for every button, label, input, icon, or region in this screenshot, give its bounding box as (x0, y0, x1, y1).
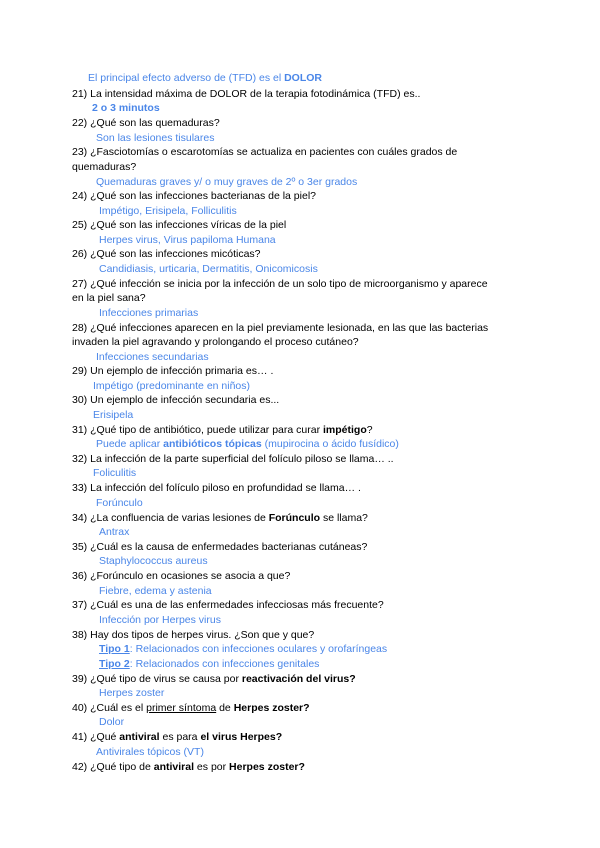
answer-39: Herpes zoster (99, 687, 165, 699)
q33-num: 33) (72, 482, 88, 494)
type2-text: : Relacionados con infecciones genitales (129, 658, 320, 670)
q28-text: ¿Qué infecciones aparecen en la piel previamente lesionada, en las que las bacterias (90, 322, 489, 334)
question-26 (72, 248, 261, 261)
q41-text: ¿Qué (90, 731, 120, 743)
q22-num: 22) (72, 117, 88, 129)
q40-num: 40) (72, 702, 88, 714)
question-36 (72, 570, 290, 583)
intro-line (88, 72, 322, 85)
q31-post: ? (366, 424, 373, 436)
answer-38-type1 (99, 643, 387, 656)
q29-num: 29) (72, 365, 88, 377)
q37-text: ¿Cuál es una de las enfermedades infecciosas más frecuente? (90, 599, 384, 611)
answer-23: Quemaduras graves y/ o muy graves de 2º o 3er grados (96, 176, 358, 188)
q23-num: 23) (72, 146, 88, 158)
q28-num: 28) (72, 322, 88, 334)
intro-strong: DOLOR (284, 72, 323, 84)
answer-38-type2 (99, 658, 319, 671)
q30-text: Un ejemplo de infección secundaria es... (90, 394, 280, 406)
q39-bold: reactivación del virus? (241, 673, 356, 685)
q21-text: La intensidad máxima de DOLOR de la terapia fotodinámica (TFD) es.. (90, 88, 421, 100)
answer-24: Impétigo, Erisipela, Folliculitis (99, 205, 237, 217)
q26-text: ¿Qué son las infecciones micóticas? (90, 248, 261, 260)
q35-num: 35) (72, 541, 88, 553)
q38-num: 38) (72, 629, 88, 641)
q41-mid: es para (159, 731, 201, 743)
q27-num: 27) (72, 278, 88, 290)
question-38 (72, 629, 314, 642)
question-27-cont: en la piel sana? (72, 292, 146, 304)
q42-bold2: Herpes zoster? (229, 761, 305, 773)
q41-bold2: el virus Herpes? (200, 731, 283, 743)
q39-num: 39) (72, 673, 88, 685)
q33-text: La infección del folículo piloso en profundidad se llama… . (90, 482, 361, 494)
q35-text: ¿Cuál es la causa de enfermedades bacterianas cutáneas? (90, 541, 368, 553)
question-29 (72, 365, 273, 378)
q40-underline: primer síntoma (146, 702, 217, 714)
question-28 (72, 322, 488, 335)
q36-text: ¿Forúnculo en ocasiones se asocia a que? (90, 570, 291, 582)
a31-post: (mupirocina o ácido fusídico) (261, 438, 399, 450)
q42-mid: es por (194, 761, 230, 773)
question-27 (72, 278, 488, 291)
a31-pre: Puede aplicar (96, 438, 164, 450)
question-22 (72, 117, 220, 130)
question-34 (72, 512, 368, 525)
q34-bold: Forúnculo (268, 512, 321, 524)
q39-text: ¿Qué tipo de virus se causa por (90, 673, 242, 685)
question-39 (72, 673, 356, 686)
question-35 (72, 541, 367, 554)
answer-41: Antivirales tópicos (VT) (96, 746, 204, 758)
answer-26: Candidiasis, urticaria, Dermatitis, Onicomicosis (99, 263, 318, 275)
answer-25: Herpes virus, Virus papiloma Humana (99, 234, 276, 246)
answer-36: Fiebre, edema y astenia (99, 585, 212, 597)
question-28-cont: invaden la piel agravando y prolongando el proceso cutáneo? (72, 336, 359, 348)
question-32 (72, 453, 394, 466)
q40-text: ¿Cuál es el (90, 702, 147, 714)
q34-post: se llama? (320, 512, 368, 524)
question-41 (72, 731, 282, 744)
answer-34: Antrax (99, 526, 130, 538)
q36-num: 36) (72, 570, 88, 582)
question-21 (72, 88, 420, 101)
type1-text: : Relacionados con infecciones oculares y orofaríngeas (129, 643, 388, 655)
q25-num: 25) (72, 219, 88, 231)
q31-text: ¿Qué tipo de antibiótico, puede utilizar para curar (90, 424, 323, 436)
answer-35: Staphylococcus aureus (99, 555, 208, 567)
q41-bold: antiviral (119, 731, 160, 743)
q42-num: 42) (72, 761, 88, 773)
type2-label: Tipo 2 (99, 658, 130, 670)
q30-num: 30) (72, 394, 88, 406)
answer-31 (96, 438, 399, 451)
q34-text: ¿La confluencia de varias lesiones de (90, 512, 269, 524)
question-24 (72, 190, 316, 203)
question-23 (72, 146, 457, 159)
answer-40: Dolor (99, 716, 125, 728)
q24-num: 24) (72, 190, 88, 202)
q37-num: 37) (72, 599, 88, 611)
answer-27: Infecciones primarias (99, 307, 199, 319)
q41-num: 41) (72, 731, 88, 743)
answer-28: Infecciones secundarias (96, 351, 209, 363)
q42-bold: antiviral (153, 761, 195, 773)
q21-num: 21) (72, 88, 88, 100)
q40-bold: Herpes zoster? (233, 702, 310, 714)
q42-text: ¿Qué tipo de (90, 761, 154, 773)
intro-text: El principal efecto adverso de (TFD) es el (88, 72, 285, 84)
question-31 (72, 424, 373, 437)
q31-num: 31) (72, 424, 88, 436)
q29-text: Un ejemplo de infección primaria es… . (90, 365, 274, 377)
q25-text: ¿Qué son las infecciones víricas de la piel (90, 219, 287, 231)
q22-text: ¿Qué son las quemaduras? (90, 117, 220, 129)
answer-22: Son las lesiones tisulares (96, 132, 215, 144)
answer-30: Erisipela (93, 409, 134, 421)
answer-32: Foliculitis (93, 467, 137, 479)
answer-29: Impétigo (predominante en niños) (93, 380, 251, 392)
question-40 (72, 702, 310, 715)
q27-text: ¿Qué infección se inicia por la infección de un solo tipo de microorganismo y aparece (90, 278, 488, 290)
question-37 (72, 599, 384, 612)
answer-37: Infección por Herpes virus (99, 614, 221, 626)
q38-text: Hay dos tipos de herpes virus. ¿Son que y que? (90, 629, 315, 641)
question-33 (72, 482, 361, 495)
question-42 (72, 761, 305, 774)
q31-bold: impétigo (323, 424, 367, 436)
q24-text: ¿Qué son las infecciones bacterianas de la piel? (90, 190, 316, 202)
question-30 (72, 394, 279, 407)
q40-mid: de (216, 702, 234, 714)
type1-label: Tipo 1 (99, 643, 130, 655)
q26-num: 26) (72, 248, 88, 260)
q32-num: 32) (72, 453, 88, 465)
question-23-cont: quemaduras? (72, 161, 137, 173)
q23-text: ¿Fasciotomías o escarotomías se actualiza en pacientes con cuáles grados de (90, 146, 458, 158)
q34-num: 34) (72, 512, 88, 524)
a31-bold: antibióticos tópicas (163, 438, 262, 450)
question-25 (72, 219, 286, 232)
q32-text: La infección de la parte superficial del folículo piloso se llama… .. (90, 453, 394, 465)
answer-21: 2 o 3 minutos (92, 102, 160, 114)
answer-33: Forúnculo (96, 497, 143, 509)
